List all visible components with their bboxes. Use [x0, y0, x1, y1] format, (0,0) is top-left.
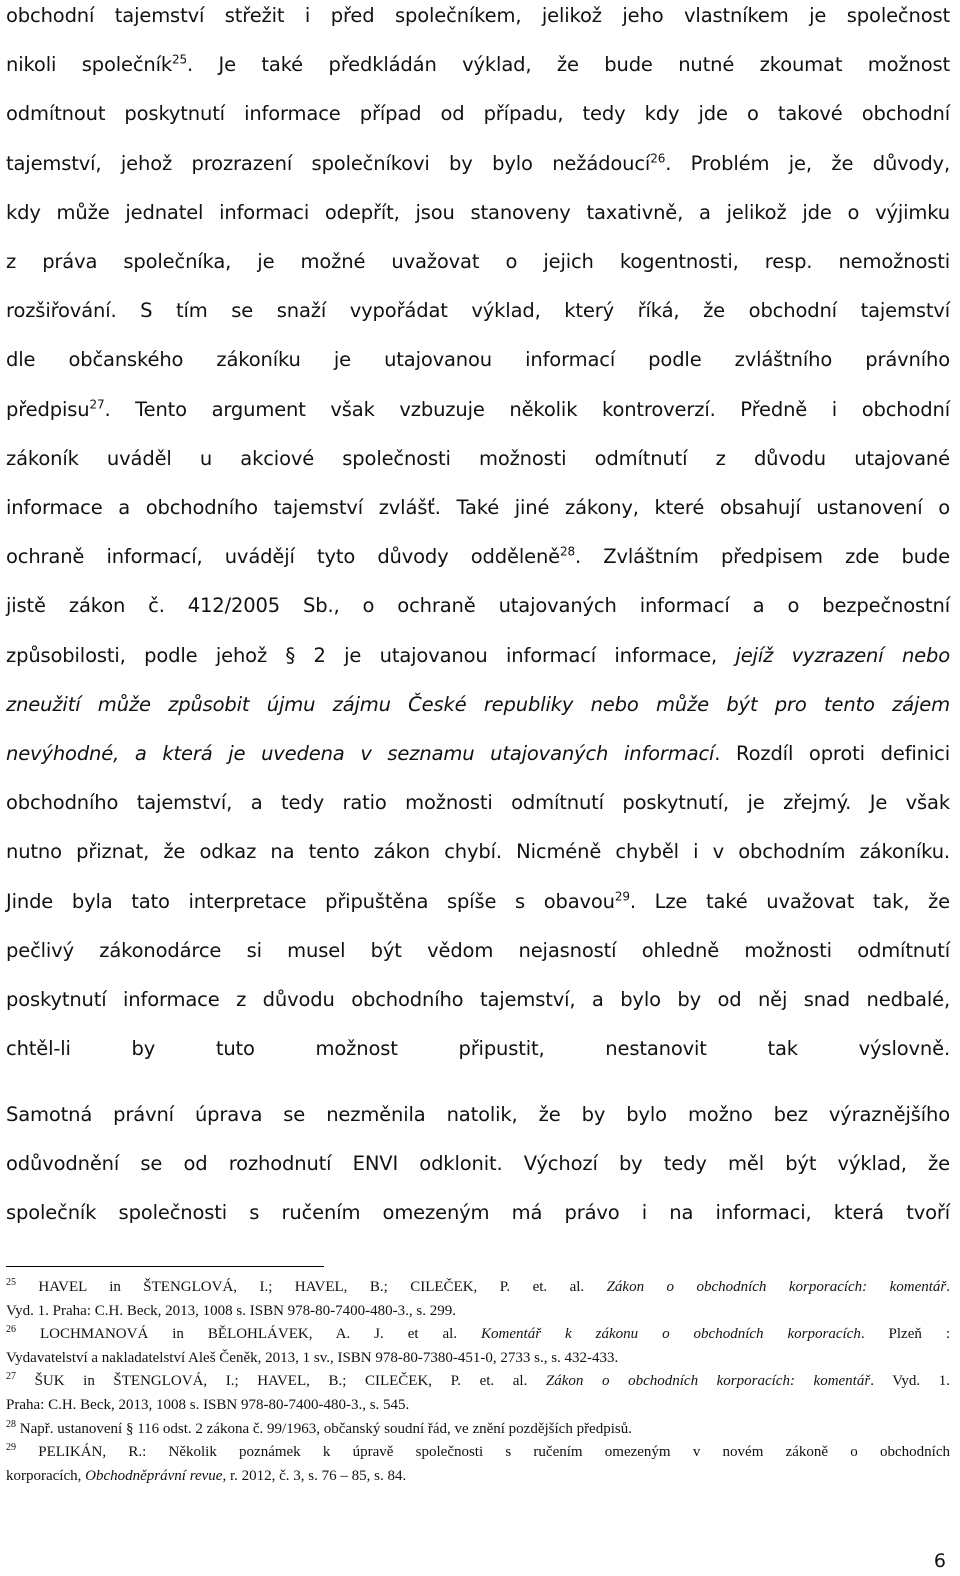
page-number: 6	[933, 1550, 946, 1572]
text-run: ochraně informací, uvádějí tyto důvody odděleně	[6, 545, 561, 569]
text-run: . Problém je, že důvody,	[665, 151, 950, 175]
text-run: . Tento argument však vzbuzuje několik kontroverzí. Předně i obchodní	[104, 397, 950, 421]
footnote-text: PELIKÁN, R.: Několik poznámek k úpravě společnosti s ručením omezeným v novém zákoně o obchodních	[16, 1444, 950, 1461]
text-line: společník společnosti s ručením omezeným má právo i na informaci, která tvoří	[6, 1201, 950, 1225]
footnote-text: , r. 2012, č. 3, s. 76 – 85, s. 84.	[222, 1467, 407, 1484]
footnote-line	[6, 1465, 950, 1489]
text-run: . Zvláštním předpisem zde bude	[575, 545, 950, 569]
paragraph-2	[6, 1090, 950, 1238]
footnote-text: ŠUK in ŠTENGLOVÁ, I.; HAVEL, B.; CILEČEK, P. et. al.	[16, 1373, 546, 1390]
footnote-26	[6, 1323, 950, 1370]
text-run: . Je také předkládán výklad, že bude nutné zkoumat možnost	[187, 53, 950, 77]
footnote-title: Komentář k zákonu o obchodních korporacích	[481, 1326, 861, 1343]
text-run: způsobilosti, podle jehož § 2 je utajovanou informací informace,	[6, 643, 736, 667]
footnote-text: LOCHMANOVÁ in BĚLOHLÁVEK, A. J. et al.	[16, 1326, 482, 1343]
text-line: poskytnutí informace z důvodu obchodního tajemství, a bylo by od něj snad nedbalé,	[6, 988, 950, 1012]
text-line: rozšiřování. S tím se snaží vypořádat výklad, který říká, že obchodní tajemství	[6, 299, 950, 323]
text-line: zákoník uváděl u akciové společnosti možnosti odmítnutí z důvodu utajované	[6, 446, 950, 470]
footnote-27	[6, 1370, 950, 1417]
footnote-ref-26[interactable]: 26	[650, 151, 666, 166]
text-line	[6, 631, 950, 680]
footnote-title: Obchodněprávní revue	[85, 1467, 223, 1484]
footnote-line: Vyd. 1. Praha: C.H. Beck, 2013, 1008 s. ISBN 978-80-7400-480-3., s. 299.	[6, 1302, 456, 1319]
footnote-number: 28	[6, 1418, 16, 1430]
text-line: z práva společníka, je možné uvažovat o jejich kogentnosti, resp. nemožnosti	[6, 250, 950, 274]
text-line	[6, 532, 950, 581]
text-line: dle občanského zákoníku je utajovanou informací podle zvláštního právního	[6, 348, 950, 372]
text-run: . Rozdíl oproti definici	[714, 742, 950, 766]
footnote-separator	[6, 1266, 324, 1267]
text-line: pečlivý zákonodárce si musel být vědom nejasností ohledně možnosti odmítnutí	[6, 938, 950, 962]
text-run: předpisu	[6, 397, 90, 421]
text-line: kdy může jednatel informaci odepřít, jsou stanoveny taxativně, a jelikož jde o výjimku	[6, 200, 950, 224]
footnote-line	[6, 1418, 950, 1442]
footnote-line: Praha: C.H. Beck, 2013, 1008 s. ISBN 978-80-7400-480-3., s. 545.	[6, 1396, 410, 1413]
footnote-line	[6, 1441, 950, 1465]
footnote-text: HAVEL in ŠTENGLOVÁ, I.; HAVEL, B.; CILEČEK, P. et. al.	[16, 1279, 607, 1295]
footnote-text: . Plzeň :	[860, 1326, 951, 1343]
footnote-ref-29[interactable]: 29	[614, 889, 630, 904]
footnote-number: 26	[6, 1324, 16, 1336]
footnote-number: 27	[6, 1371, 16, 1383]
text-line	[6, 729, 950, 778]
text-line: informace a obchodního tajemství zvlášť. Také jiné zákony, které obsahují ustanovení o	[6, 496, 950, 520]
footnotes	[6, 1276, 950, 1488]
footnote-title: Zákon o obchodních korporacích: komentář	[545, 1373, 871, 1390]
footnote-line	[6, 1323, 950, 1347]
text-line: obchodní tajemství střežit i před společníkem, jelikož jeho vlastníkem je společnost	[6, 4, 950, 27]
text-line: jistě zákon č. 412/2005 Sb., o ochraně utajovaných informací a o bezpečnostní	[6, 594, 950, 618]
footnote-line	[6, 1276, 950, 1300]
text-line: obchodního tajemství, a tedy ratio možnosti odmítnutí poskytnutí, je zřejmý. Je však	[6, 791, 950, 815]
text-run: tajemství, jehož prozrazení společníkovi by bylo nežádoucí	[6, 151, 651, 175]
footnote-25	[6, 1276, 950, 1323]
text-run: . Lze také uvažovat tak, že	[629, 889, 950, 913]
footnote-text: korporacích,	[6, 1467, 86, 1484]
footnote-text: .	[946, 1279, 951, 1295]
text-run: nikoli společník	[6, 53, 173, 77]
footnote-line	[6, 1370, 950, 1394]
italic-quote: jejíž vyzrazení nebo	[735, 643, 951, 667]
footnote-line: Vydavatelství a nakladatelství Aleš Čeněk, 2013, 1 sv., ISBN 978-80-7380-451-0, 2733 s., s. 432-433.	[6, 1349, 619, 1366]
footnote-text: Např. ustanovení § 116 odst. 2 zákona č. 99/1963, občanský soudní řád, ve znění pozdějších předpisů.	[16, 1420, 632, 1437]
text-line	[6, 385, 950, 434]
text-line: odmítnout poskytnutí informace případ od případu, tedy kdy jde o takové obchodní	[6, 102, 950, 126]
footnote-text: . Vyd. 1.	[870, 1373, 950, 1390]
text-line	[6, 139, 950, 188]
footnote-title: Zákon o obchodních korporacích: komentář	[606, 1279, 947, 1295]
text-line	[6, 40, 950, 89]
footnote-28	[6, 1418, 950, 1442]
text-line: odůvodnění se od rozhodnutí ENVI odklonit. Výchozí by tedy měl být výklad, že	[6, 1152, 950, 1176]
footnote-number: 29	[6, 1442, 16, 1454]
text-line	[6, 877, 950, 926]
text-line: Samotná právní úprava se nezměnila natolik, že by bylo možno bez výraznějšího	[6, 1103, 950, 1126]
paragraph-1	[6, 0, 950, 1073]
footnote-ref-27[interactable]: 27	[89, 397, 105, 412]
italic-quote: zneužití může způsobit újmu zájmu České republiky nebo může být pro tento zájem	[6, 692, 950, 716]
footnote-number: 25	[6, 1277, 16, 1288]
text-line: nutno přiznat, že odkaz na tento zákon chybí. Nicméně chyběl i v obchodním zákoníku.	[6, 840, 950, 864]
footnote-ref-28[interactable]: 28	[560, 544, 575, 559]
text-line	[6, 680, 950, 729]
footnote-ref-25[interactable]: 25	[172, 52, 188, 67]
text-line: chtěl-li by tuto možnost připustit, nestanovit tak výslovně.	[6, 1037, 950, 1061]
footnote-29	[6, 1441, 950, 1488]
italic-quote: nevýhodné, a která je uvedena v seznamu utajovaných informací	[6, 742, 715, 766]
text-run: Jinde byla tato interpretace připuštěna spíše s obavou	[6, 889, 615, 913]
